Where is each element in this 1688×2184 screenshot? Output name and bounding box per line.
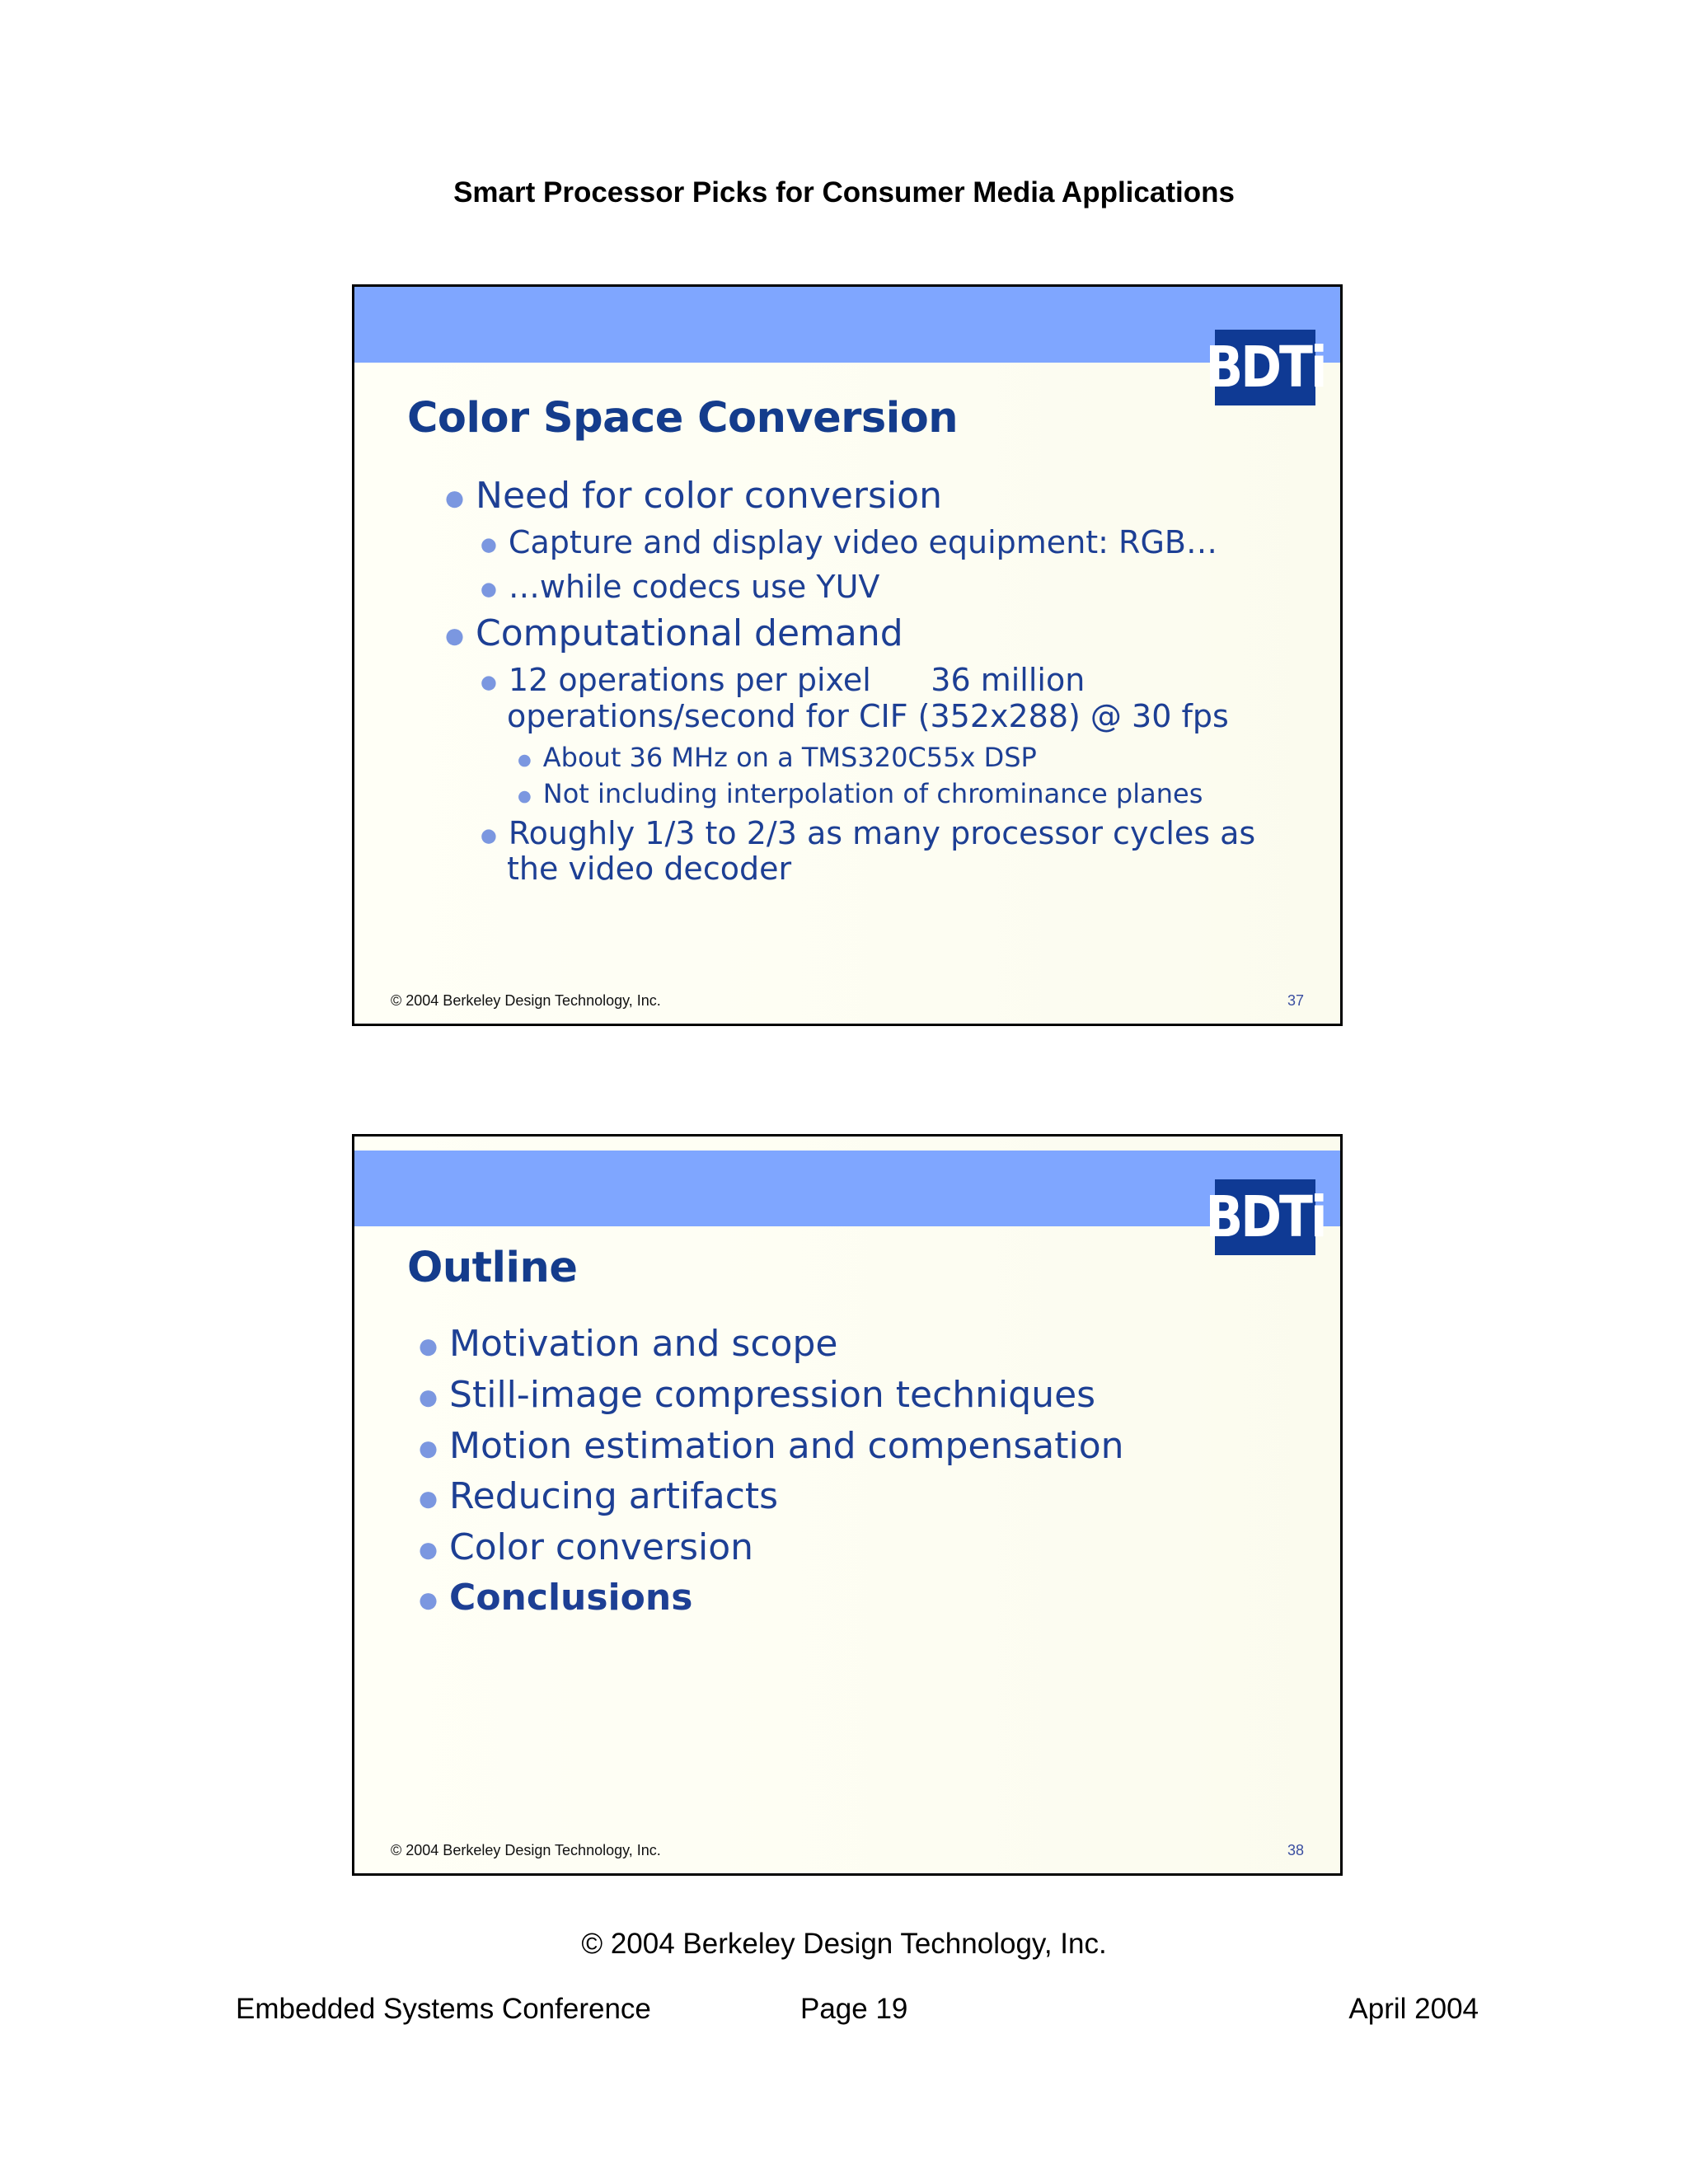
bullet-dot-icon: ● [518,749,532,769]
slide-copyright: © 2004 Berkeley Design Technology, Inc. [391,992,661,1009]
slide-header-band [354,1151,1340,1226]
bullet-dot-icon: ● [419,1384,438,1410]
bullet-item: ● …while codecs use YUV [481,569,880,605]
bullet-item: ● Computational demand [445,612,903,654]
bullet-item: ● Roughly 1/3 to 2/3 as many processor cycles as [481,815,1256,851]
bullet-dot-icon: ● [481,824,497,846]
document-title: Smart Processor Picks for Consumer Media Applications [453,176,1235,209]
bullet-dot-icon: ● [445,622,465,649]
slide-title: Color Space Conversion [407,394,959,443]
bullet-item: ● Capture and display video equipment: RGB… [481,524,1217,560]
bullet-dot-icon: ● [419,1586,438,1613]
bullet-item-continuation: the video decoder [507,851,792,887]
outline-item: ● Still-image compression techniques [419,1374,1096,1416]
bullet-item-continuation: operations/second for CIF (352x288) @ 30 fps [507,698,1229,734]
bullet-item: ● 12 operations per pixel 36 million [481,662,1085,698]
bdti-logo: BDTi [1215,1179,1315,1255]
outline-item-current: ● Conclusions [419,1577,693,1619]
outline-item: ● Motivation and scope [419,1323,838,1365]
bullet-dot-icon: ● [481,671,497,693]
bullet-item: ● About 36 MHz on a TMS320C55x DSP [518,742,1037,773]
bullet-dot-icon: ● [419,1333,438,1359]
slide-copyright: © 2004 Berkeley Design Technology, Inc. [391,1842,661,1858]
footer-page-number: Page 19 [800,1993,908,2025]
bullet-dot-icon: ● [481,578,497,600]
bullet-item: ● Not including interpolation of chrominance planes [518,778,1203,809]
bullet-dot-icon: ● [419,1435,438,1461]
bullet-dot-icon: ● [445,485,465,511]
bullet-item: ● Need for color conversion [445,475,942,517]
page-copyright: © 2004 Berkeley Design Technology, Inc. [581,1928,1107,1960]
slide-number: 37 [1287,992,1304,1009]
slide-color-space-conversion [352,284,1343,1026]
outline-item: ● Reducing artifacts [419,1475,779,1517]
bullet-dot-icon: ● [481,533,497,555]
bullet-dot-icon: ● [518,785,532,805]
bdti-logo: BDTi [1215,330,1315,405]
footer-date: April 2004 [1348,1993,1479,2025]
bullet-dot-icon: ● [419,1536,438,1563]
slide-outline [352,1134,1343,1876]
outline-item: ● Motion estimation and compensation [419,1425,1124,1467]
footer-conference: Embedded Systems Conference [236,1993,651,2025]
slide-header-band [354,287,1340,363]
outline-item: ● Color conversion [419,1526,754,1568]
slide-title: Outline [407,1244,578,1292]
slide-number: 38 [1287,1842,1304,1858]
bullet-dot-icon: ● [419,1485,438,1511]
